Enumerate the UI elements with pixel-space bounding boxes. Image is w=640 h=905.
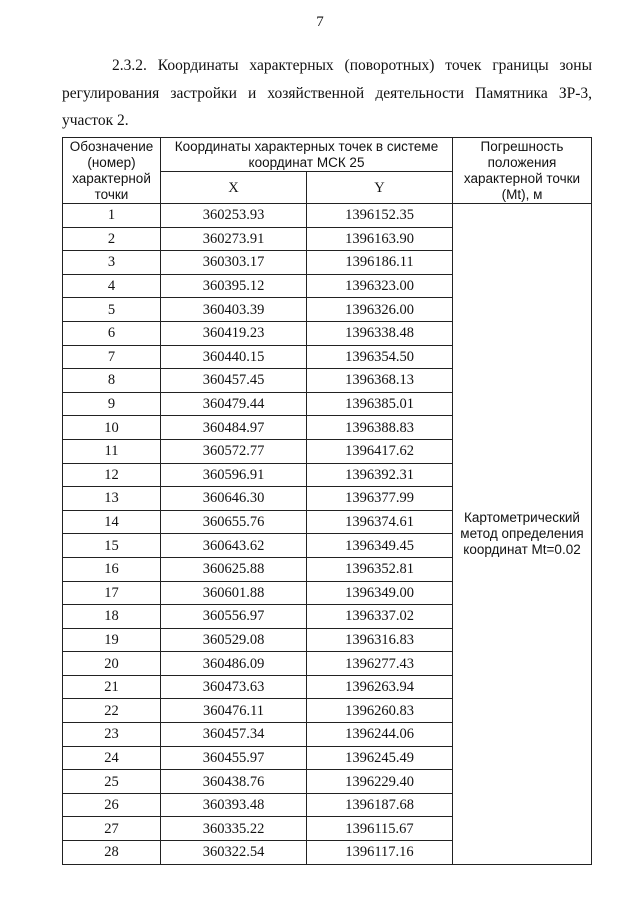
cell-accuracy: Картометрический метод определения координат Mt=0.02 (453, 204, 592, 865)
cell-y: 1396392.31 (307, 463, 453, 487)
heading-line-3: участок 2. (62, 112, 129, 129)
cell-point-number: 26 (63, 793, 161, 817)
header-coords: Координаты характерных точек в системе координат МСК 25 (161, 138, 453, 172)
cell-point-number: 16 (63, 557, 161, 581)
heading-line-2: регулирования застройки и хозяйственной деятельности Памятника ЗР-3, (62, 84, 592, 102)
header-y: Y (307, 172, 453, 204)
cell-x: 360273.91 (161, 227, 307, 251)
cell-x: 360572.77 (161, 439, 307, 463)
cell-x: 360419.23 (161, 321, 307, 345)
cell-x: 360476.11 (161, 699, 307, 723)
cell-y: 1396352.81 (307, 557, 453, 581)
page-number: 7 (316, 14, 324, 30)
cell-point-number: 19 (63, 628, 161, 652)
cell-point-number: 5 (63, 298, 161, 322)
cell-y: 1396377.99 (307, 487, 453, 511)
cell-point-number: 9 (63, 392, 161, 416)
header-accuracy: Погрешность положения характерной точки (Mt), м (453, 138, 592, 204)
cell-x: 360303.17 (161, 251, 307, 275)
cell-x: 360529.08 (161, 628, 307, 652)
cell-x: 360486.09 (161, 652, 307, 676)
heading-line-1: 2.3.2. Координаты характерных (поворотных) точек границы зоны (112, 57, 592, 74)
cell-point-number: 13 (63, 487, 161, 511)
cell-point-number: 10 (63, 416, 161, 440)
cell-x: 360457.45 (161, 369, 307, 393)
cell-point-number: 4 (63, 274, 161, 298)
cell-y: 1396316.83 (307, 628, 453, 652)
cell-y: 1396277.43 (307, 652, 453, 676)
cell-y: 1396229.40 (307, 770, 453, 794)
cell-point-number: 3 (63, 251, 161, 275)
cell-point-number: 15 (63, 534, 161, 558)
cell-x: 360322.54 (161, 841, 307, 865)
cell-y: 1396115.67 (307, 817, 453, 841)
cell-x: 360440.15 (161, 345, 307, 369)
cell-x: 360646.30 (161, 487, 307, 511)
cell-point-number: 21 (63, 675, 161, 699)
cell-y: 1396374.61 (307, 510, 453, 534)
cell-point-number: 12 (63, 463, 161, 487)
cell-x: 360601.88 (161, 581, 307, 605)
cell-x: 360403.39 (161, 298, 307, 322)
header-x: X (161, 172, 307, 204)
section-heading (62, 52, 592, 135)
cell-x: 360556.97 (161, 605, 307, 629)
cell-x: 360473.63 (161, 675, 307, 699)
table-body (63, 204, 592, 865)
cell-point-number: 24 (63, 746, 161, 770)
cell-point-number: 17 (63, 581, 161, 605)
cell-y: 1396186.11 (307, 251, 453, 275)
cell-y: 1396326.00 (307, 298, 453, 322)
cell-y: 1396368.13 (307, 369, 453, 393)
cell-x: 360438.76 (161, 770, 307, 794)
cell-point-number: 27 (63, 817, 161, 841)
cell-x: 360335.22 (161, 817, 307, 841)
cell-point-number: 20 (63, 652, 161, 676)
cell-y: 1396323.00 (307, 274, 453, 298)
cell-point-number: 28 (63, 841, 161, 865)
cell-point-number: 11 (63, 439, 161, 463)
cell-x: 360596.91 (161, 463, 307, 487)
cell-x: 360625.88 (161, 557, 307, 581)
cell-y: 1396152.35 (307, 204, 453, 228)
cell-y: 1396338.48 (307, 321, 453, 345)
cell-x: 360457.34 (161, 723, 307, 747)
cell-x: 360655.76 (161, 510, 307, 534)
cell-point-number: 25 (63, 770, 161, 794)
cell-x: 360479.44 (161, 392, 307, 416)
cell-point-number: 7 (63, 345, 161, 369)
coordinates-table (62, 137, 592, 865)
cell-y: 1396187.68 (307, 793, 453, 817)
cell-point-number: 1 (63, 204, 161, 228)
cell-x: 360643.62 (161, 534, 307, 558)
cell-y: 1396417.62 (307, 439, 453, 463)
cell-y: 1396385.01 (307, 392, 453, 416)
cell-y: 1396337.02 (307, 605, 453, 629)
cell-y: 1396388.83 (307, 416, 453, 440)
cell-point-number: 14 (63, 510, 161, 534)
cell-x: 360455.97 (161, 746, 307, 770)
cell-y: 1396260.83 (307, 699, 453, 723)
cell-point-number: 2 (63, 227, 161, 251)
cell-y: 1396163.90 (307, 227, 453, 251)
cell-y: 1396349.00 (307, 581, 453, 605)
cell-x: 360253.93 (161, 204, 307, 228)
cell-y: 1396349.45 (307, 534, 453, 558)
cell-x: 360395.12 (161, 274, 307, 298)
header-point: Обозначение (номер) характерной точки (63, 138, 161, 204)
cell-point-number: 23 (63, 723, 161, 747)
cell-y: 1396245.49 (307, 746, 453, 770)
table-row (63, 204, 592, 228)
cell-point-number: 18 (63, 605, 161, 629)
cell-y: 1396354.50 (307, 345, 453, 369)
cell-x: 360393.48 (161, 793, 307, 817)
cell-y: 1396244.06 (307, 723, 453, 747)
cell-point-number: 6 (63, 321, 161, 345)
cell-point-number: 8 (63, 369, 161, 393)
cell-point-number: 22 (63, 699, 161, 723)
cell-y: 1396263.94 (307, 675, 453, 699)
cell-y: 1396117.16 (307, 841, 453, 865)
cell-x: 360484.97 (161, 416, 307, 440)
